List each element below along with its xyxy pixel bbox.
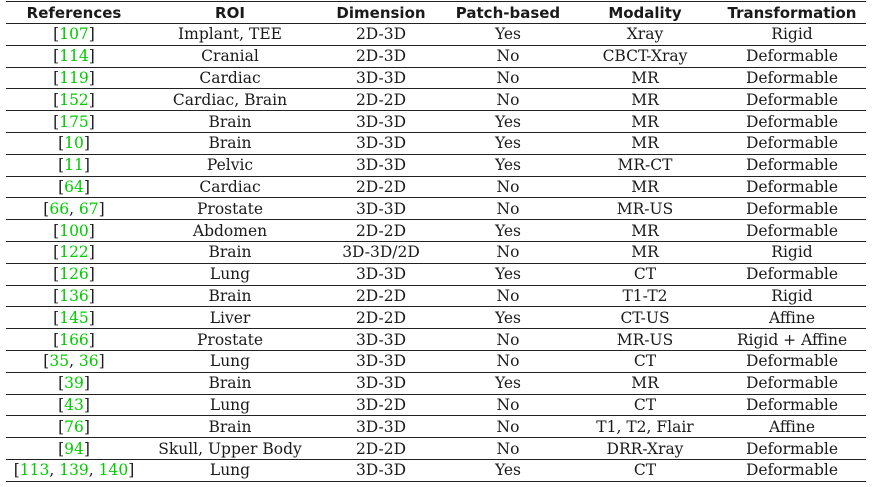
header-dimension: Dimension xyxy=(318,2,444,24)
header-references: References xyxy=(6,2,142,24)
table-row xyxy=(6,416,866,438)
comparison-table xyxy=(6,1,866,482)
cell-dimension: 3D-3D xyxy=(318,132,444,154)
cell-dimension: 2D-2D xyxy=(318,438,444,460)
citation-link[interactable]: 119 xyxy=(59,68,89,87)
cell-dimension: 3D-3D/2D xyxy=(318,241,444,263)
table-row xyxy=(6,263,866,285)
cell-modality: Xray xyxy=(572,24,718,46)
cell-dimension: 2D-2D xyxy=(318,220,444,242)
cell-patch-based: No xyxy=(444,438,572,460)
cell-transformation: Deformable xyxy=(718,350,866,372)
cell-roi: Lung xyxy=(142,263,318,285)
citation-link[interactable]: 107 xyxy=(59,25,89,44)
citation-link[interactable]: 145 xyxy=(59,308,89,327)
cell-modality: MR-CT xyxy=(572,154,718,176)
citation-link[interactable]: 67 xyxy=(78,199,99,218)
cell-references: [119] xyxy=(6,67,142,89)
cell-modality: MR xyxy=(572,241,718,263)
cell-patch-based: No xyxy=(444,45,572,67)
cell-dimension: 3D-3D xyxy=(318,67,444,89)
cell-modality: DRR-Xray xyxy=(572,438,718,460)
cell-references: [35, 36] xyxy=(6,350,142,372)
citation-link[interactable]: 100 xyxy=(59,221,89,240)
cell-references: [114] xyxy=(6,45,142,67)
cell-references: [11] xyxy=(6,154,142,176)
cell-modality: CT xyxy=(572,459,718,481)
cell-modality: MR xyxy=(572,89,718,111)
header-transformation: Transformation xyxy=(718,2,866,24)
table-row xyxy=(6,285,866,307)
cell-roi: Lung xyxy=(142,459,318,481)
cell-transformation: Affine xyxy=(718,416,866,438)
cell-transformation: Deformable xyxy=(718,67,866,89)
cell-patch-based: Yes xyxy=(444,154,572,176)
cell-patch-based: No xyxy=(444,67,572,89)
cell-references: [43] xyxy=(6,394,142,416)
cell-roi: Liver xyxy=(142,307,318,329)
cell-modality: CBCT-Xray xyxy=(572,45,718,67)
cell-references: [175] xyxy=(6,111,142,133)
header-modality: Modality xyxy=(572,2,718,24)
header-roi: ROI xyxy=(142,2,318,24)
table-row xyxy=(6,111,866,133)
table-body xyxy=(6,24,866,482)
cell-roi: Brain xyxy=(142,132,318,154)
cell-patch-based: No xyxy=(444,329,572,351)
cell-roi: Brain xyxy=(142,241,318,263)
cell-transformation: Deformable xyxy=(718,89,866,111)
cell-transformation: Deformable xyxy=(718,263,866,285)
cell-patch-based: Yes xyxy=(444,372,572,394)
cell-roi: Implant, TEE xyxy=(142,24,318,46)
cell-references: [76] xyxy=(6,416,142,438)
cell-dimension: 2D-2D xyxy=(318,285,444,307)
cell-patch-based: No xyxy=(444,285,572,307)
cell-roi: Brain xyxy=(142,111,318,133)
citation-link[interactable]: 64 xyxy=(64,177,84,196)
citation-link[interactable]: 11 xyxy=(64,156,84,175)
citation-link[interactable]: 76 xyxy=(64,417,84,436)
cell-patch-based: Yes xyxy=(444,263,572,285)
citation-link[interactable]: 43 xyxy=(64,395,84,414)
cell-dimension: 3D-3D xyxy=(318,111,444,133)
cell-roi: Prostate xyxy=(142,329,318,351)
citation-link[interactable]: 35 xyxy=(49,352,70,371)
table-row xyxy=(6,89,866,111)
citation-link[interactable]: 152 xyxy=(59,90,89,109)
table-row xyxy=(6,45,866,67)
table-row xyxy=(6,350,866,372)
citation-link[interactable]: 39 xyxy=(64,374,84,393)
cell-transformation: Deformable xyxy=(718,459,866,481)
cell-roi: Lung xyxy=(142,394,318,416)
cell-transformation: Rigid + Affine xyxy=(718,329,866,351)
header-patch-based: Patch-based xyxy=(444,2,572,24)
cell-patch-based: No xyxy=(444,176,572,198)
cell-patch-based: Yes xyxy=(444,24,572,46)
cell-patch-based: Yes xyxy=(444,459,572,481)
citation-link[interactable]: 140 xyxy=(98,461,129,480)
table-row xyxy=(6,132,866,154)
table-row xyxy=(6,394,866,416)
cell-transformation: Deformable xyxy=(718,132,866,154)
cell-modality: T1, T2, Flair xyxy=(572,416,718,438)
cell-modality: CT xyxy=(572,350,718,372)
cell-roi: Brain xyxy=(142,372,318,394)
cell-modality: MR xyxy=(572,220,718,242)
cell-modality: CT xyxy=(572,394,718,416)
cell-modality: CT-US xyxy=(572,307,718,329)
citation-link[interactable]: 114 xyxy=(59,47,89,66)
cell-roi: Cardiac xyxy=(142,67,318,89)
cell-modality: MR xyxy=(572,111,718,133)
cell-references: [166] xyxy=(6,329,142,351)
cell-dimension: 2D-3D xyxy=(318,24,444,46)
cell-modality: MR xyxy=(572,372,718,394)
table-row xyxy=(6,438,866,460)
table-row xyxy=(6,329,866,351)
cell-dimension: 3D-3D xyxy=(318,350,444,372)
cell-dimension: 2D-2D xyxy=(318,89,444,111)
citation-link[interactable]: 122 xyxy=(59,243,89,262)
citation-link[interactable]: 10 xyxy=(64,134,84,153)
cell-roi: Cardiac xyxy=(142,176,318,198)
citation-link[interactable]: 113 xyxy=(19,461,50,480)
cell-roi: Cardiac, Brain xyxy=(142,89,318,111)
cell-modality: MR-US xyxy=(572,198,718,220)
cell-dimension: 3D-3D xyxy=(318,154,444,176)
cell-patch-based: Yes xyxy=(444,307,572,329)
cell-patch-based: No xyxy=(444,350,572,372)
citation-link[interactable]: 175 xyxy=(59,112,89,131)
table-row xyxy=(6,459,866,481)
cell-patch-based: Yes xyxy=(444,220,572,242)
cell-modality: MR xyxy=(572,132,718,154)
cell-modality: MR-US xyxy=(572,329,718,351)
cell-roi: Abdomen xyxy=(142,220,318,242)
table-row xyxy=(6,198,866,220)
cell-transformation: Deformable xyxy=(718,45,866,67)
cell-references: [39] xyxy=(6,372,142,394)
cell-roi: Cranial xyxy=(142,45,318,67)
cell-references: [145] xyxy=(6,307,142,329)
cell-roi: Brain xyxy=(142,416,318,438)
cell-dimension: 3D-3D xyxy=(318,198,444,220)
citation-link[interactable]: 139 xyxy=(59,461,89,480)
cell-patch-based: No xyxy=(444,394,572,416)
cell-modality: MR xyxy=(572,67,718,89)
cell-patch-based: No xyxy=(444,416,572,438)
cell-roi: Brain xyxy=(142,285,318,307)
table-row xyxy=(6,372,866,394)
cell-transformation: Deformable xyxy=(718,176,866,198)
cell-references: [136] xyxy=(6,285,142,307)
cell-references: [126] xyxy=(6,263,142,285)
cell-references: [122] xyxy=(6,241,142,263)
table-row xyxy=(6,154,866,176)
table-row xyxy=(6,24,866,46)
citation-link[interactable]: 126 xyxy=(59,265,89,284)
cell-patch-based: No xyxy=(444,198,572,220)
cell-roi: Prostate xyxy=(142,198,318,220)
cell-transformation: Rigid xyxy=(718,285,866,307)
cell-transformation: Deformable xyxy=(718,220,866,242)
cell-transformation: Deformable xyxy=(718,394,866,416)
cell-dimension: 2D-2D xyxy=(318,307,444,329)
citation-link[interactable]: 94 xyxy=(64,439,84,458)
cell-references: [100] xyxy=(6,220,142,242)
cell-modality: T1-T2 xyxy=(572,285,718,307)
cell-transformation: Deformable xyxy=(718,154,866,176)
citation-link[interactable]: 136 xyxy=(59,286,89,305)
citation-link[interactable]: 66 xyxy=(49,199,70,218)
table-row xyxy=(6,241,866,263)
cell-transformation: Deformable xyxy=(718,372,866,394)
cell-transformation: Deformable xyxy=(718,111,866,133)
cell-modality: CT xyxy=(572,263,718,285)
cell-references: [10] xyxy=(6,132,142,154)
citation-link[interactable]: 36 xyxy=(78,352,99,371)
cell-dimension: 3D-3D xyxy=(318,416,444,438)
cell-roi: Pelvic xyxy=(142,154,318,176)
table-row xyxy=(6,307,866,329)
cell-patch-based: Yes xyxy=(444,111,572,133)
cell-transformation: Rigid xyxy=(718,24,866,46)
cell-patch-based: No xyxy=(444,241,572,263)
cell-references: [107] xyxy=(6,24,142,46)
cell-patch-based: Yes xyxy=(444,132,572,154)
cell-patch-based: No xyxy=(444,89,572,111)
table-row xyxy=(6,220,866,242)
table-row xyxy=(6,176,866,198)
cell-dimension: 3D-3D xyxy=(318,263,444,285)
header-row xyxy=(6,2,866,24)
cell-references: [94] xyxy=(6,438,142,460)
cell-dimension: 3D-3D xyxy=(318,459,444,481)
cell-transformation: Affine xyxy=(718,307,866,329)
cell-roi: Skull, Upper Body xyxy=(142,438,318,460)
cell-dimension: 3D-3D xyxy=(318,372,444,394)
cell-dimension: 3D-3D xyxy=(318,329,444,351)
cell-references: [152] xyxy=(6,89,142,111)
citation-link[interactable]: 166 xyxy=(59,330,89,349)
cell-transformation: Rigid xyxy=(718,241,866,263)
cell-transformation: Deformable xyxy=(718,198,866,220)
cell-roi: Lung xyxy=(142,350,318,372)
cell-dimension: 2D-3D xyxy=(318,45,444,67)
cell-transformation: Deformable xyxy=(718,438,866,460)
cell-dimension: 3D-2D xyxy=(318,394,444,416)
cell-references: [64] xyxy=(6,176,142,198)
cell-references: [113, 139, 140] xyxy=(6,459,142,481)
table-row xyxy=(6,67,866,89)
cell-modality: MR xyxy=(572,176,718,198)
cell-dimension: 2D-2D xyxy=(318,176,444,198)
cell-references: [66, 67] xyxy=(6,198,142,220)
